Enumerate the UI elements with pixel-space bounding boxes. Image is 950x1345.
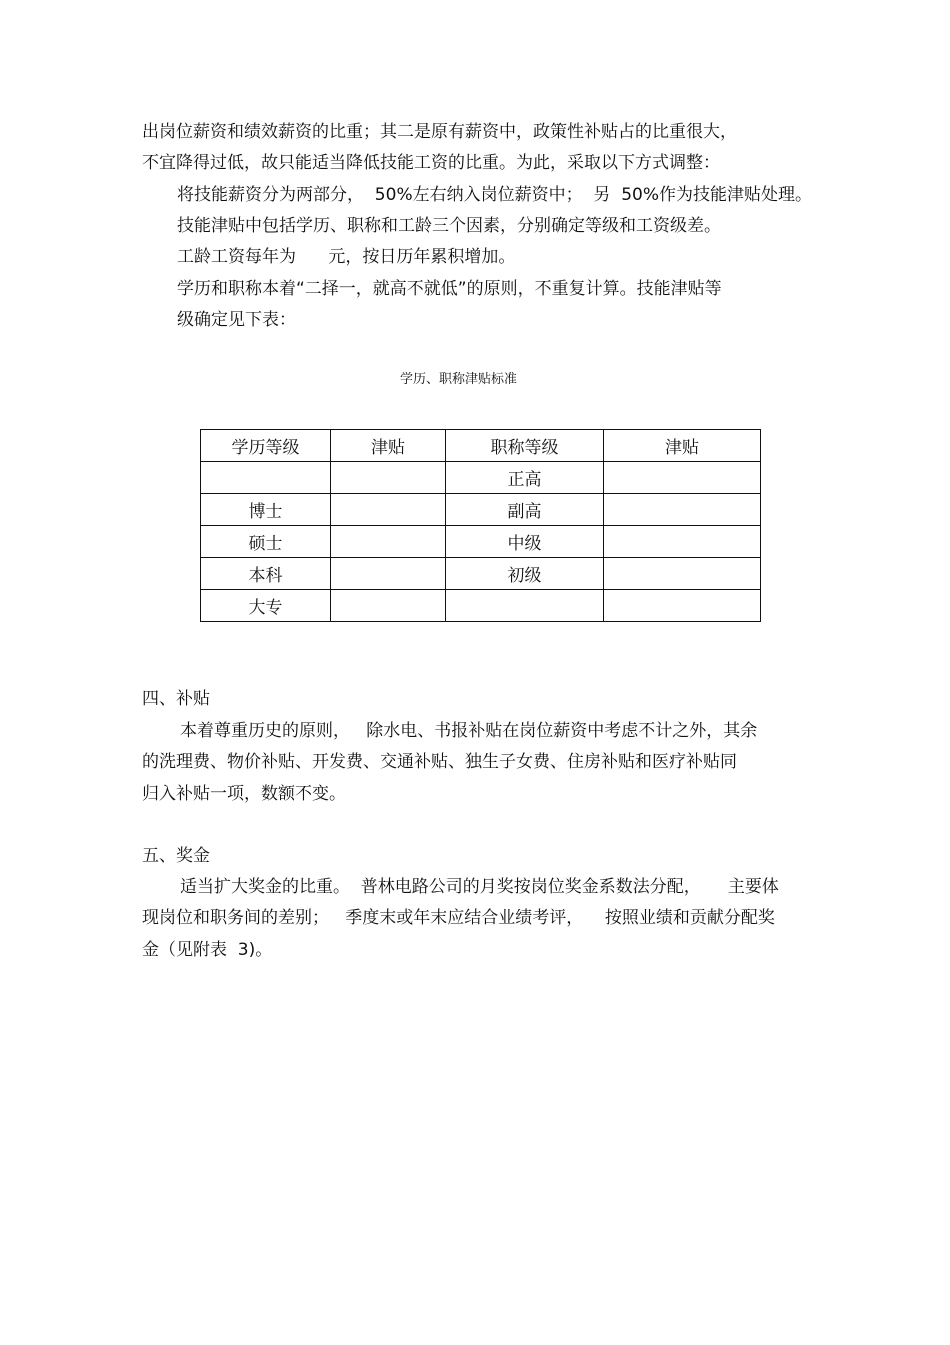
table-cell — [604, 558, 761, 590]
table-cell — [604, 590, 761, 622]
header-education-level: 学历等级 — [201, 430, 331, 462]
paragraph-line: 归入补贴一项，数额不变。 — [142, 784, 346, 804]
header-title-level: 职称等级 — [446, 430, 604, 462]
paragraph-line: 工龄工资每年为 元，按日历年累积增加。 — [177, 247, 516, 267]
table-cell — [331, 558, 446, 590]
table-cell — [331, 494, 446, 526]
table-row — [201, 494, 761, 526]
section-heading: 五、奖金 — [142, 846, 210, 866]
paragraph-line: 金（见附表 3)。 — [142, 940, 273, 960]
allowance-table — [200, 429, 761, 622]
table-cell: 大专 — [201, 590, 331, 622]
table-cell — [604, 526, 761, 558]
table-cell — [331, 462, 446, 494]
section-heading: 四、补贴 — [142, 689, 210, 709]
table-cell — [201, 462, 331, 494]
table-cell — [446, 590, 604, 622]
table-cell: 中级 — [446, 526, 604, 558]
table-cell: 初级 — [446, 558, 604, 590]
paragraph-line: 本着尊重历史的原则， 除水电、书报补贴在岗位薪资中考虑不计之外，其余 — [180, 721, 758, 741]
paragraph-line: 现岗位和职务间的差别； 季度末或年末应结合业绩考评， 按照业绩和贡献分配奖 — [142, 908, 775, 928]
paragraph-line: 将技能薪资分为两部分， 50%左右纳入岗位薪资中； 另 50%作为技能津贴处理。 — [177, 185, 812, 205]
paragraph-line: 技能津贴中包括学历、职称和工龄三个因素，分别确定等级和工资级差。 — [177, 216, 721, 236]
table-header-row — [201, 430, 761, 462]
table-caption: 学历、职称津贴标准 — [400, 372, 518, 387]
table-cell: 正高 — [446, 462, 604, 494]
table-row — [201, 558, 761, 590]
paragraph-line: 出岗位薪资和绩效薪资的比重；其二是原有薪资中，政策性补贴占的比重很大， — [142, 122, 737, 142]
table-cell: 副高 — [446, 494, 604, 526]
table-cell — [604, 462, 761, 494]
paragraph-line: 适当扩大奖金的比重。 普林电路公司的月奖按岗位奖金系数法分配， 主要体 — [180, 877, 779, 897]
table-cell: 本科 — [201, 558, 331, 590]
table-cell — [331, 526, 446, 558]
paragraph-line: 学历和职称本着“二择一，就高不就低”的原则，不重复计算。技能津贴等 — [177, 279, 722, 299]
table-cell: 博士 — [201, 494, 331, 526]
table-cell: 硕士 — [201, 526, 331, 558]
table-cell — [604, 494, 761, 526]
paragraph-line: 的洗理费、物价补贴、开发费、交通补贴、独生子女费、住房补贴和医疗补贴同 — [142, 752, 737, 772]
header-allowance: 津贴 — [331, 430, 446, 462]
table-cell — [331, 590, 446, 622]
paragraph-line: 不宜降得过低，故只能适当降低技能工资的比重。为此，采取以下方式调整： — [142, 153, 720, 173]
paragraph-line: 级确定见下表： — [177, 310, 296, 330]
table-row — [201, 590, 761, 622]
table-row — [201, 526, 761, 558]
table-row — [201, 462, 761, 494]
header-allowance: 津贴 — [604, 430, 761, 462]
